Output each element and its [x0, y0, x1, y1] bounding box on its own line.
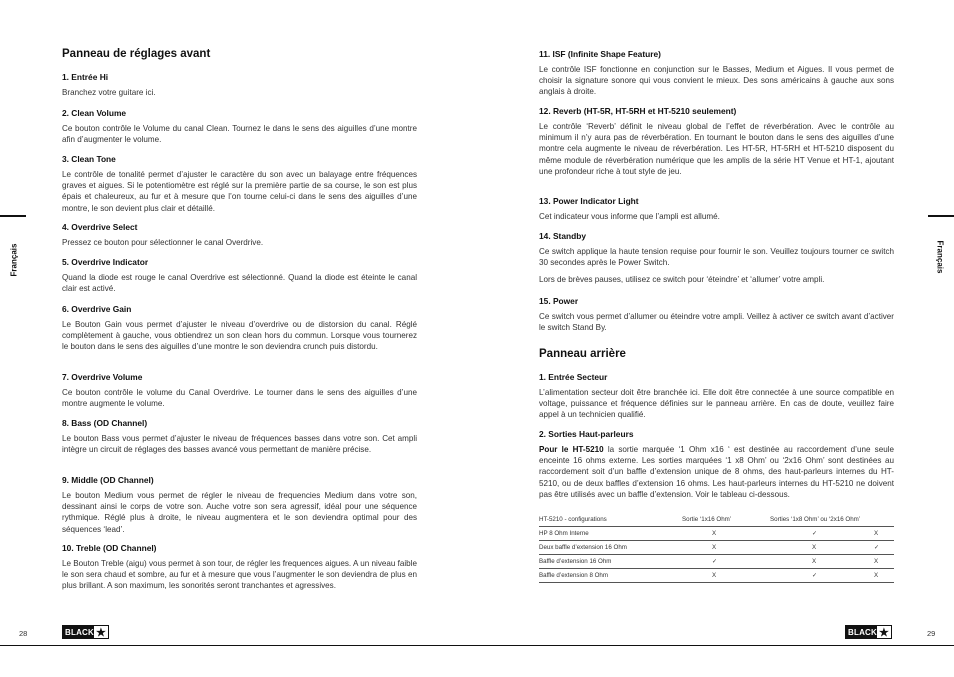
section-heading: 2. Clean Volume	[62, 108, 127, 118]
table-cell: Deux baffle d’extension 16 Ohm	[539, 541, 682, 555]
section-heading: 11. ISF (Infinite Shape Feature)	[539, 49, 661, 59]
section-clean-volume	[62, 108, 417, 145]
section-body: Quand la diode est rouge le canal Overdrive est sélectionné. Quand la diode est éteinte le canal clair est activé.	[62, 273, 417, 294]
section-heading: 10. Treble (OD Channel)	[62, 543, 157, 553]
section-body: Le bouton Medium vous permet de régler le niveau de frequencies Medium dans votre son, dessinant ainsi le corps de votre son. Auche votre son sera agressif, idéal pour une séquence rythmique. Réglé plus à droite, le niveau augmentera et le son deviendra optimal pour des séquences ‘lead’.	[62, 491, 417, 534]
section-heading: 4. Overdrive Select	[62, 222, 138, 232]
footer-rule-left	[0, 645, 477, 646]
table-cell: HP 8 Ohm Interne	[539, 527, 682, 541]
section-heading: 13. Power Indicator Light	[539, 196, 639, 206]
section-body: Ce switch applique la haute tension requise pour fournir le son. Veuillez toujours tourner ce switch 30 secondes après le Power Switch.	[539, 247, 894, 268]
section-body	[539, 444, 894, 500]
section-heading: 5. Overdrive Indicator	[62, 257, 149, 267]
section-body: Cet indicateur vous informe que l’ampli est allumé.	[539, 212, 720, 221]
table-cell: X	[682, 527, 770, 541]
section-heading: 9. Middle (OD Channel)	[62, 475, 154, 485]
section-body: Le Bouton Gain vous permet d’ajuster le niveau d’overdrive ou de distorsion du canal. Réglé complètement à gauche, vous obtiendrez un son clean hors du commun. Lorsque vous tournerez le bouton dans le sens des aiguilles d’une montre le son deviendra crunch puis distordu.	[62, 320, 417, 352]
section-isf	[539, 49, 894, 98]
section-power	[539, 296, 894, 333]
table-cell: Baffle d’extension 8 Ohm	[539, 569, 682, 583]
rear-panel-title: Panneau arrière	[539, 348, 626, 360]
table-cell: ✓	[682, 555, 770, 569]
side-label-right: Français	[935, 240, 945, 274]
section-heading: 2. Sorties Haut-parleurs	[539, 429, 634, 439]
table-cell: Baffle d’extension 16 Ohm	[539, 555, 682, 569]
table-cell: X	[856, 555, 894, 569]
section-overdrive-indicator	[62, 257, 417, 294]
section-sorties-hp	[539, 429, 894, 500]
section-body: Ce switch vous permet d’allumer ou éteindre votre ampli. Veillez à activer ce switch avant d’activer le switch Stand By.	[539, 312, 894, 333]
section-body: Ce bouton contrôle le volume du Canal Overdrive. Le tourner dans le sens des aiguilles d’une montre augmente le volume.	[62, 388, 417, 409]
section-overdrive-volume	[62, 372, 417, 409]
table-cell: X	[856, 527, 894, 541]
table-cell: ✓	[770, 527, 856, 541]
page-number-left: 28	[19, 629, 28, 638]
logo-text: BLACK	[65, 627, 94, 637]
side-label-left: Français	[9, 243, 19, 277]
section-overdrive-select	[62, 222, 417, 248]
section-power-indicator	[539, 196, 894, 222]
section-body: Le contrôle ISF fonctionne en conjunction sur le Basses, Medium et Aigues. Il vous permet de choisir la signature sonore qui vous convient le mieux. Des sons américains à gauche aux sons anglais à droite.	[539, 65, 894, 97]
section-reverb	[539, 106, 894, 177]
star-icon: ★	[95, 626, 107, 639]
front-panel-title: Panneau de réglages avant	[62, 48, 211, 60]
section-heading: 15. Power	[539, 296, 579, 306]
table-row	[539, 541, 894, 555]
table-row	[539, 569, 894, 583]
table-cell: X	[682, 541, 770, 555]
side-tab-line-right	[928, 215, 954, 217]
section-body: L’alimentation secteur doit être branchée ici. Elle doit être connectée à une source compatible en voltage, puissance et fréquence définies sur le panneau arrière. En cas de doute, veuillez faire appel à un technicien qualifié.	[539, 388, 894, 420]
section-lead: Pour le HT-5210	[539, 445, 604, 454]
section-body-2: Lors de brèves pauses, utilisez ce switch pour ‘éteindre’ et ‘allumer’ votre ampli.	[539, 275, 825, 285]
section-body: Pressez ce bouton pour sélectionner le canal Overdrive.	[62, 238, 264, 247]
table-cell: X	[682, 569, 770, 583]
config-table	[539, 513, 894, 583]
section-body: Le contrôle ‘Reverb’ définit le niveau global de l’effet de réverbération. Avec le contrôle au minimum il n’y aura pas de réverbération. En tournant le bouton dans le sens des aiguilles d’une montre cela augmente le niveau de réverbération. Les HT-5R, HT-5RH et HT-5210 disposent du même module de réverbération numérique que les amplis de la série HT Venue et HT-1, ajoutant une profondeur riche à tout style de jeu.	[539, 122, 894, 176]
section-heading: 12. Reverb (HT-5R, HT-5RH et HT-5210 seulement)	[539, 106, 737, 116]
section-heading: 8. Bass (OD Channel)	[62, 418, 148, 428]
black-logo-right	[845, 625, 892, 639]
section-heading: 1. Entrée Hi	[62, 72, 109, 82]
section-entree-hi	[62, 72, 417, 98]
table-cell: X	[770, 555, 856, 569]
table-header: Sortie ‘1x16 Ohm’	[682, 513, 770, 527]
section-body: Le Bouton Treble (aigu) vous permet à son tour, de régler les frequences aigues. A un niveau faible le son sera chaud et sombre, au fur et à mesure que vous l’augmenter le son deviendra de plus en plus brillant. A son maximum, les sonorités seront tranchantes et agressives.	[62, 559, 417, 591]
section-heading: 1. Entrée Secteur	[539, 372, 608, 382]
section-body: Branchez votre guitare ici.	[62, 88, 156, 97]
section-heading: 3. Clean Tone	[62, 154, 116, 164]
section-entree-secteur	[539, 372, 894, 421]
section-treble	[62, 543, 417, 592]
table-row	[539, 527, 894, 541]
logo-text: BLACK	[848, 627, 877, 637]
black-logo-left	[62, 625, 109, 639]
section-bass	[62, 418, 417, 455]
table-row	[539, 555, 894, 569]
section-standby	[539, 231, 894, 286]
section-body: Ce bouton contrôle le Volume du canal Clean. Tournez le dans le sens des aiguilles d’une montre afin d’augmenter le volume.	[62, 124, 417, 145]
table-cell: ✓	[770, 569, 856, 583]
section-heading: 7. Overdrive Volume	[62, 372, 143, 382]
section-body: Le contrôle de tonalité permet d’ajuster le caractère du son avec un balayage entre fréquences graves et aigues. Si le potentiomètre est réglé sur la première partie de sa course, le son est plus épais et chaleureux, au fur et à mesure que l’on tourne celui-ci dans le sens des aiguilles d’une montre, le son devient plus clair et détaillé.	[62, 170, 417, 213]
section-body: Le bouton Bass vous permet d’ajuster le niveau de fréquences basses dans votre son. Cet ampli intègre un circuit de réglages des basses avancé vous permettant de manière précise.	[62, 434, 417, 455]
section-middle	[62, 475, 417, 535]
footer-rule-right	[477, 645, 954, 646]
table-cell: X	[856, 569, 894, 583]
section-body-text: la sortie marquée ‘1 Ohm x16 ‘ est destinée au raccordement d’une seule enceinte 16 ohms externe. Les sorties marquées ‘1 x8 Ohm’ ou ‘2x16 Ohm’ sont destinées au raccordement soit d’un baffle d’extension unique de 8 ohms, des haut-parleurs internes du HT-5210, ou de deux baffles d’extension 16 ohms. Les haut-parleurs internes du HT-5210 ne doivent pas être utilisés avec un baffle d’extension. Voir le tableau ci-dessous.	[539, 445, 894, 499]
section-heading: 6. Overdrive Gain	[62, 304, 132, 314]
section-clean-tone	[62, 154, 417, 214]
page-number-right: 29	[927, 629, 936, 638]
side-tab-line	[0, 215, 26, 217]
table-header: HT-5210 - configurations	[539, 513, 682, 527]
table-cell: ✓	[856, 541, 894, 555]
star-icon: ★	[878, 626, 890, 639]
section-overdrive-gain	[62, 304, 417, 353]
table-cell: X	[770, 541, 856, 555]
section-heading: 14. Standby	[539, 231, 587, 241]
table-header-row	[539, 513, 894, 527]
table-header: Sorties ‘1x8 Ohm’ ou ‘2x16 Ohm’	[770, 513, 894, 527]
